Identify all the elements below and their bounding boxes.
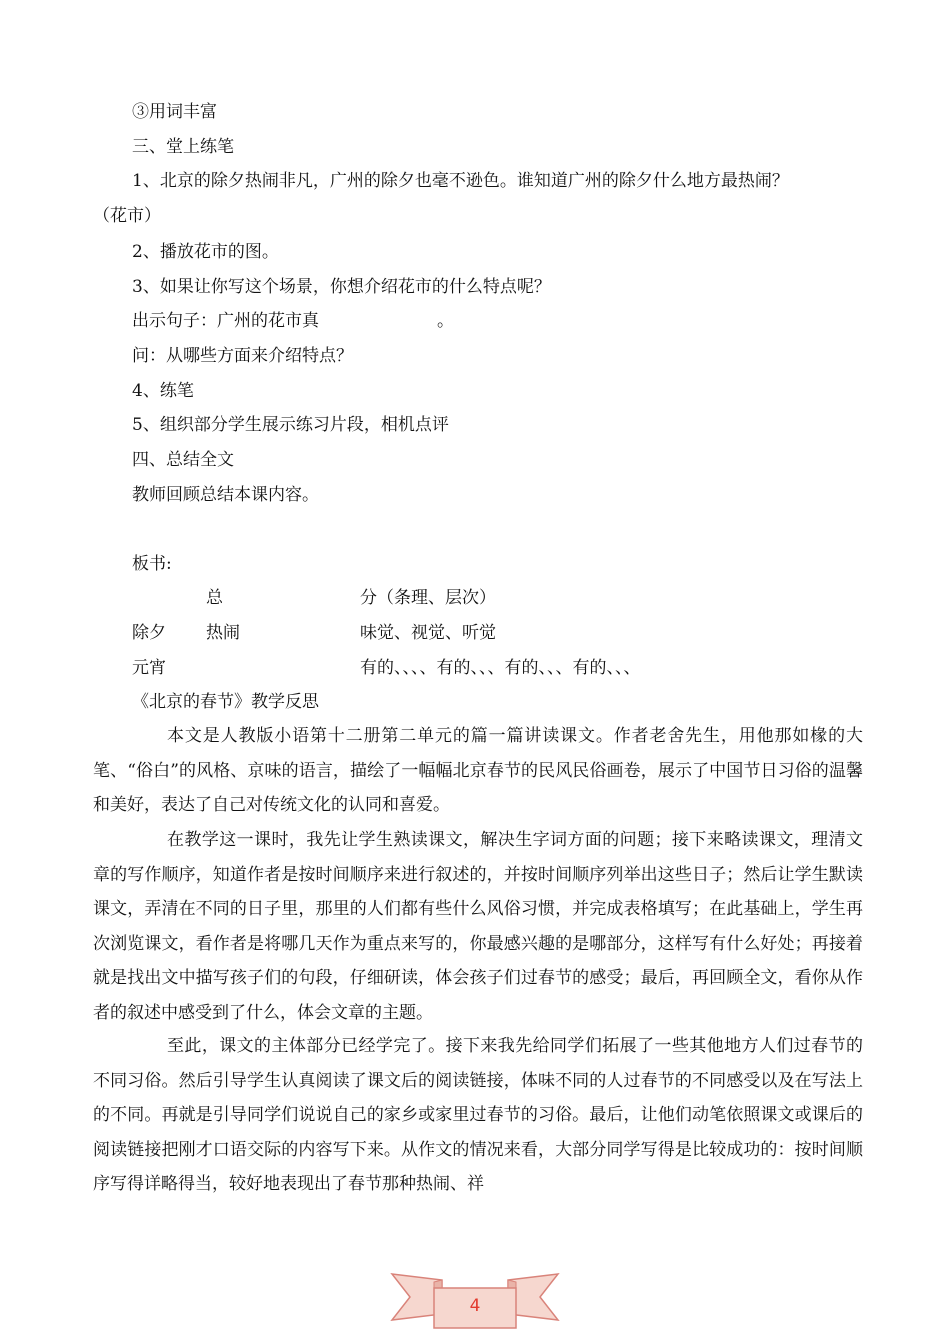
step-1: 1、北京的除夕热闹非凡，广州的除夕也毫不逊色。谁知道广州的除夕什么地方最热闹？	[132, 171, 789, 191]
board-yuanxiao: 元宵	[132, 658, 166, 678]
step-3: 3、如果让你写这个场景，你想介绍花市的什么特点呢？	[132, 277, 551, 297]
summary-text: 教师回顾总结本课内容。	[132, 485, 319, 505]
section-heading-practice: 三、堂上练笔	[132, 137, 234, 157]
page-number-ribbon	[390, 1268, 560, 1338]
reflection-title: 《北京的春节》教学反思	[132, 692, 319, 712]
question: 问：从哪些方面来介绍特点？	[132, 346, 353, 366]
board-fen: 分（条理、层次）	[360, 588, 496, 608]
page-number: 4	[469, 1296, 481, 1316]
sample-sentence: 出示句子：广州的花市真	[132, 311, 319, 331]
step-4: 4、练笔	[132, 381, 194, 401]
item-word-rich: ③用词丰富	[132, 102, 217, 122]
step-2: 2、播放花市的图。	[132, 242, 279, 262]
step-5: 5、组织部分学生展示练习片段，相机点评	[132, 415, 449, 435]
section-heading-summary: 四、总结全文	[132, 450, 234, 470]
reflection-paragraph-2: 在教学这一课时，我先让学生熟读课文，解决生字词方面的问题；接下来略读课文，理清文章的写作顺序，知道作者是按时间顺序来进行叙述的，并按时间顺序列举出这些日子；然后让学生默读课文，弄清在不同的日子里，那里的人们都有些什么风俗习惯，并完成表格填写；在此基础上，学生再次浏览课文，看作者是将哪几天作为重点来写的，你最感兴趣的是哪部分，这样写有什么好处；再接着就是找出文中描写孩子们的句段，仔细研读，体会孩子们过春节的感受；最后，再回顾全文，看你从作者的叙述中感受到了什么，体会文章的主题。	[93, 830, 863, 1023]
step-1-answer: （花市）	[93, 206, 161, 226]
board-label: 板书:	[132, 554, 172, 574]
board-senses: 味觉、视觉、听觉	[360, 623, 496, 643]
board-renao: 热闹	[206, 623, 240, 643]
reflection-paragraph-1: 本文是人教版小语第十二册第二单元的篇一篇讲读课文。作者老舍先生，用他那如椽的大笔、“俗白”的风格、京味的语言，描绘了一幅幅北京春节的民风民俗画卷，展示了中国节日习俗的温馨和美好，表达了自己对传统文化的认同和喜爱。	[93, 726, 863, 815]
sample-sentence-end: 。	[437, 311, 454, 331]
board-zong: 总	[206, 588, 223, 608]
board-chuxi: 除夕	[132, 623, 166, 643]
board-youde: 有的、、、、有的、、、有的、、、有的、、、	[360, 658, 641, 678]
reflection-paragraph-3: 至此，课文的主体部分已经学完了。接下来我先给同学们拓展了一些其他地方人们过春节的不同习俗。然后引导学生认真阅读了课文后的阅读链接，体味不同的人过春节的不同感受以及在写法上的不同。再就是引导同学们说说自己的家乡或家里过春节的习俗。最后，让他们动笔依照课文或课后的阅读链接把刚才口语交际的内容写下来。从作文的情况来看，大部分同学写得是比较成功的：按时间顺序写得详略得当，较好地表现出了春节那种热闹、祥	[93, 1036, 863, 1194]
